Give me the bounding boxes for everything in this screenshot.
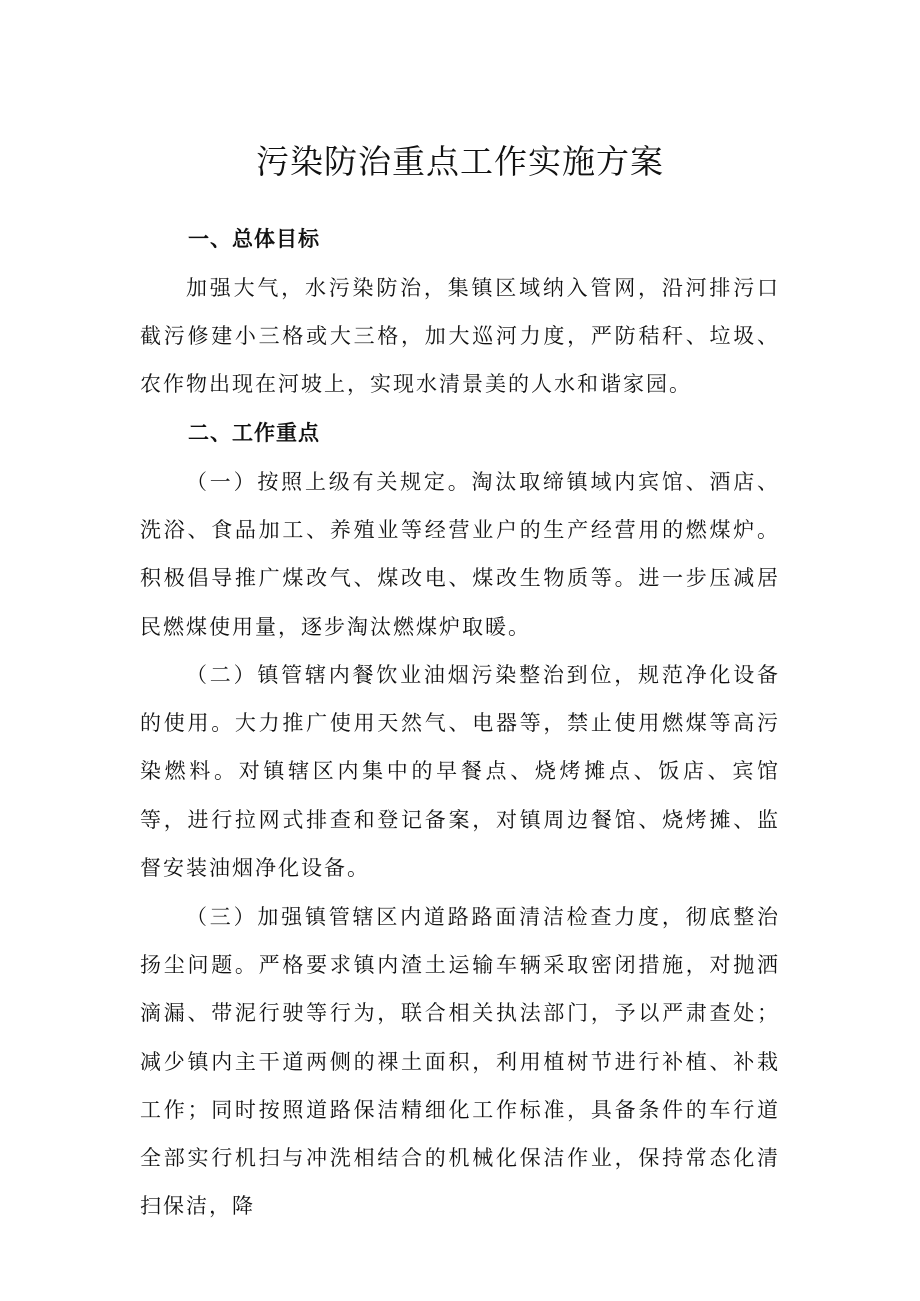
document-title: 污染防治重点工作实施方案: [256, 142, 664, 181]
section-heading-overall-goal: 一、总体目标: [188, 227, 320, 251]
paragraph-item-2: （二）镇管辖内餐饮业油烟污染整治到位，规范净化设备的使用。大力推广使用天然气、电器等，禁止使用燃煤等高污染燃料。对镇辖区内集中的早餐点、烧烤摊点、饭店、宾馆等，进行拉网式排查和登记备案，对镇周边餐馆、烧烤摊、监督安装油烟净化设备。: [140, 663, 780, 880]
paragraph-item-1: （一）按照上级有关规定。淘汰取缔镇域内宾馆、酒店、洗浴、食品加工、养殖业等经营业户的生产经营用的燃煤炉。积极倡导推广煤改气、煤改电、煤改生物质等。进一步压减居民燃煤使用量，逐步淘汰燃煤炉取暖。: [140, 470, 780, 639]
section-heading-work-focus: 二、工作重点: [188, 421, 320, 445]
paragraph-overall-goal: 加强大气，水污染防治，集镇区域纳入管网，沿河排污口截污修建小三格或大三格，加大巡河力度，严防秸秆、垃圾、农作物出现在河坡上，实现水清景美的人水和谐家园。: [140, 276, 780, 397]
paragraph-item-3: （三）加强镇管辖区内道路路面清洁检查力度，彻底整治扬尘问题。严格要求镇内渣土运输车辆采取密闭措施，对抛洒滴漏、带泥行驶等行为，联合相关执法部门，予以严肃查处；减少镇内主干道两侧的裸土面积，利用植树节进行补植、补栽工作；同时按照道路保洁精细化工作标准，具备条件的车行道全部实行机扫与冲洗相结合的机械化保洁作业，保持常态化清扫保洁，降: [140, 905, 780, 1219]
